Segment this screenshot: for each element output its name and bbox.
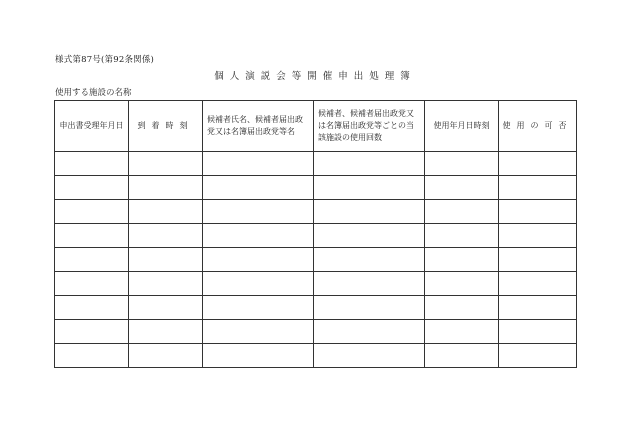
table-cell	[129, 152, 203, 176]
table-cell	[425, 344, 499, 368]
table-row	[55, 344, 577, 368]
column-header-label: 候補者、候補者届出政党又は名簿届出政党等ごとの当該施設の使用回数	[318, 109, 414, 142]
table-cell	[425, 152, 499, 176]
column-header-label: 使用年月日時刻	[433, 121, 490, 130]
table-cell	[499, 200, 577, 224]
table-cell	[499, 176, 577, 200]
table-cell	[203, 152, 314, 176]
column-header-usage-datetime	[425, 101, 499, 152]
table-cell	[203, 344, 314, 368]
table-cell	[499, 248, 577, 272]
table-cell	[129, 296, 203, 320]
table-cell	[425, 224, 499, 248]
table-cell	[499, 224, 577, 248]
table-cell	[499, 320, 577, 344]
column-header-label: 到着時刻	[137, 121, 194, 130]
table-cell	[425, 176, 499, 200]
table-cell	[425, 272, 499, 296]
table-cell	[203, 224, 314, 248]
table-cell	[129, 248, 203, 272]
table-cell	[425, 296, 499, 320]
table-cell	[55, 224, 129, 248]
table-cell	[314, 248, 425, 272]
table-cell	[129, 320, 203, 344]
column-header-arrival-time	[129, 101, 203, 152]
table-row	[55, 200, 577, 224]
table-cell	[203, 272, 314, 296]
table-cell	[129, 176, 203, 200]
table-header-row	[55, 101, 577, 152]
table-cell	[314, 320, 425, 344]
table-cell	[314, 200, 425, 224]
table-cell	[129, 200, 203, 224]
table-cell	[425, 320, 499, 344]
table-cell	[55, 248, 129, 272]
table-cell	[314, 296, 425, 320]
column-header-candidate-name	[203, 101, 314, 152]
table-cell	[55, 152, 129, 176]
column-header-label: 使用の可否	[502, 121, 573, 130]
table-cell	[55, 272, 129, 296]
table-cell	[129, 272, 203, 296]
table-row	[55, 320, 577, 344]
table-cell	[499, 272, 577, 296]
table-cell	[55, 296, 129, 320]
column-header-label: 申出書受理年月日	[59, 121, 124, 130]
table-cell	[203, 320, 314, 344]
column-header-label: 候補者氏名、候補者届出政党又は名簿届出政党等名	[207, 115, 303, 136]
register-table	[54, 100, 577, 368]
table-cell	[55, 320, 129, 344]
table-row	[55, 176, 577, 200]
column-header-receipt-date	[55, 101, 129, 152]
table-cell	[314, 224, 425, 248]
form-number: 様式第87号(第92条関係)	[55, 55, 155, 65]
table-cell	[129, 344, 203, 368]
table-row	[55, 152, 577, 176]
facility-name-label: 使用する施設の名称	[55, 88, 132, 98]
table-cell	[425, 248, 499, 272]
table-cell	[499, 296, 577, 320]
table-cell	[425, 200, 499, 224]
table-row	[55, 248, 577, 272]
table-cell	[499, 152, 577, 176]
table-cell	[499, 344, 577, 368]
table-row	[55, 296, 577, 320]
table-cell	[314, 272, 425, 296]
table-cell	[55, 200, 129, 224]
table-cell	[314, 176, 425, 200]
column-header-approval	[499, 101, 577, 152]
table-cell	[55, 344, 129, 368]
column-header-usage-count	[314, 101, 425, 152]
table-cell	[203, 296, 314, 320]
table-row	[55, 272, 577, 296]
table-cell	[203, 200, 314, 224]
document-title: 個人演説会等開催申出処理簿	[214, 71, 416, 82]
table-cell	[314, 344, 425, 368]
table-row	[55, 224, 577, 248]
table-cell	[55, 176, 129, 200]
table-cell	[203, 176, 314, 200]
table-cell	[129, 224, 203, 248]
register-body	[55, 152, 577, 368]
table-cell	[203, 248, 314, 272]
table-cell	[314, 152, 425, 176]
